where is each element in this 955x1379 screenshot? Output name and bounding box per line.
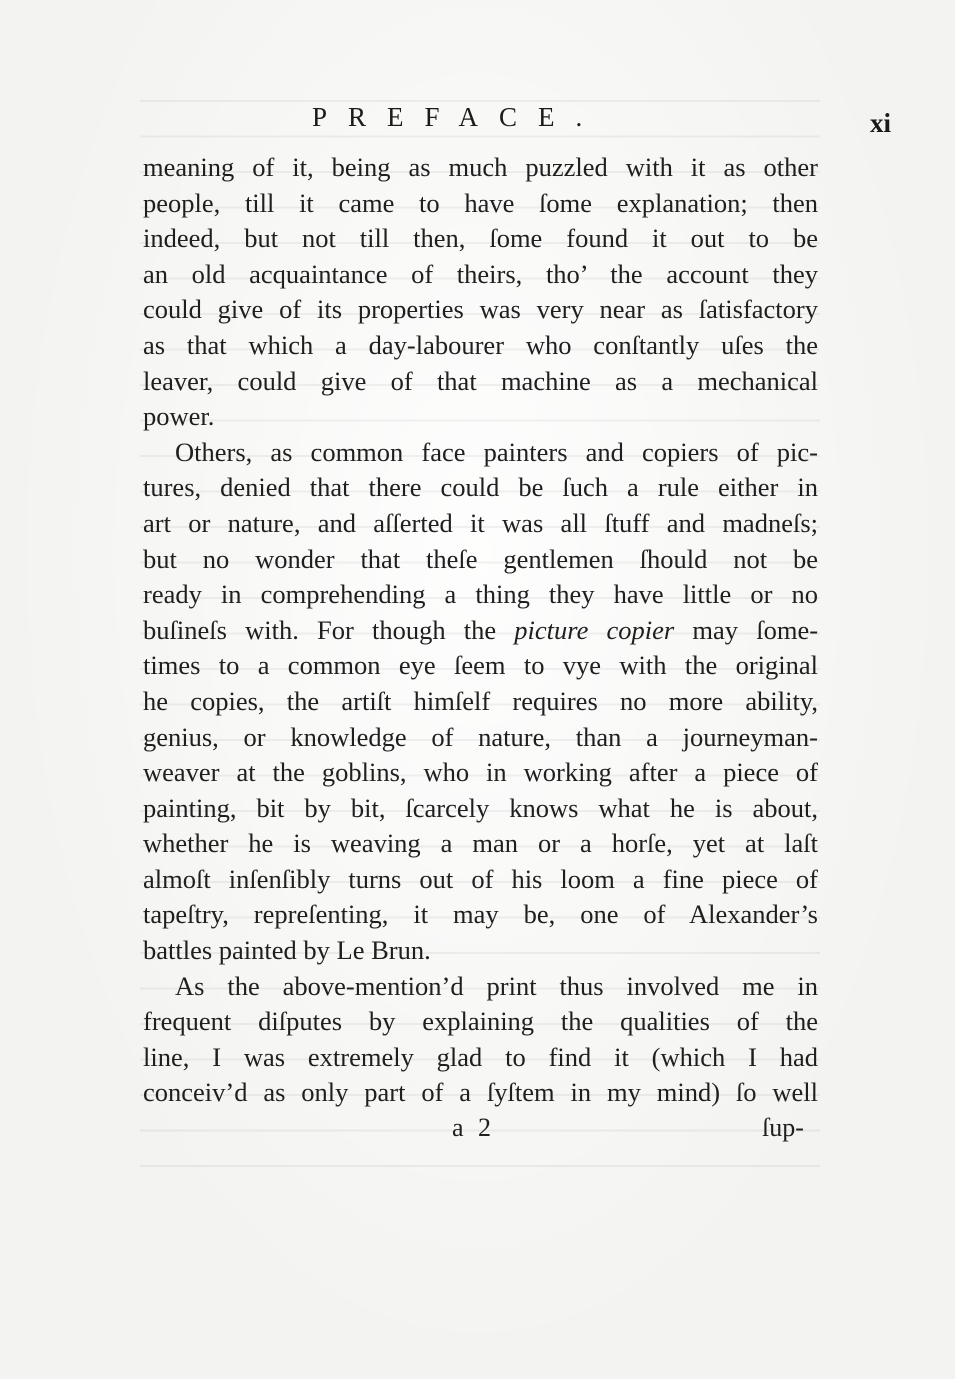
text-line: indeed, but not till then, ſome found it out to be: [143, 223, 818, 254]
text-line: weaver at the goblins, who in working after a piece of: [143, 757, 818, 788]
text-line: tapeſtry, repreſenting, it may be, one of Alexander’s: [143, 899, 818, 930]
catchword: ſup-: [762, 1113, 804, 1142]
signature-mark: a 2: [452, 1113, 496, 1142]
text-line: painting, bit by bit, ſcarcely knows what he is about,: [143, 792, 818, 823]
text-line: meaning of it, being as much puzzled with it as other: [143, 152, 818, 182]
body-text: [143, 150, 818, 1111]
text-line: as that which a day-labourer who conſtantly uſes the: [143, 329, 818, 360]
text-line: battles painted by Le Brun.: [143, 935, 431, 966]
text-line: he copies, the artiſt himſelf requires no more ability,: [143, 685, 818, 716]
running-title: PREFACE.: [312, 102, 604, 132]
text-line: Others, as common face painters and copiers of pic-: [175, 436, 818, 467]
text-line: tures, denied that there could be ſuch a rule either in: [143, 472, 818, 503]
text-line: could give of its properties was very near as ſatisfactory: [143, 294, 818, 325]
text-line: times to a common eye ſeem to vye with the original: [143, 650, 818, 681]
text-line: ready in comprehending a thing they have little or no: [143, 579, 818, 610]
text-line: genius, or knowledge of nature, than a journeyman-: [143, 721, 818, 752]
page-header: [0, 102, 955, 142]
text-line: line, I was extremely glad to find it (which I had: [143, 1041, 818, 1072]
text-line: art or nature, and aſſerted it was all ſtuff and madneſs;: [143, 507, 818, 538]
text-line: As the above-mention’d print thus involved me in: [175, 970, 818, 1001]
text-line: almoſt inſenſibly turns out of his loom a fine piece of: [143, 863, 818, 894]
text-line: an old acquaintance of theirs, tho’ the account they: [143, 258, 818, 289]
text-line: power.: [143, 401, 215, 432]
italic-phrase: picture copier: [514, 614, 675, 645]
text-line-with-italic: [143, 613, 818, 649]
text-line: frequent diſputes by explaining the qualities of the: [143, 1006, 818, 1037]
text-segment: may ſome-: [692, 614, 819, 645]
page-footer: [0, 1113, 955, 1149]
page-number: xi: [870, 108, 892, 138]
text-line: conceiv’d as only part of a ſyſtem in my mind) ſo well: [143, 1077, 818, 1108]
text-line: but no wonder that theſe gentlemen ſhould not be: [143, 543, 818, 574]
text-line: leaver, could give of that machine as a mechanical: [143, 365, 818, 396]
text-line: people, till it came to have ſome explanation; then: [143, 187, 818, 218]
text-segment: buſineſs with. For though the: [143, 614, 497, 645]
text-line: whether he is weaving a man or a horſe, yet at laſt: [143, 828, 818, 859]
